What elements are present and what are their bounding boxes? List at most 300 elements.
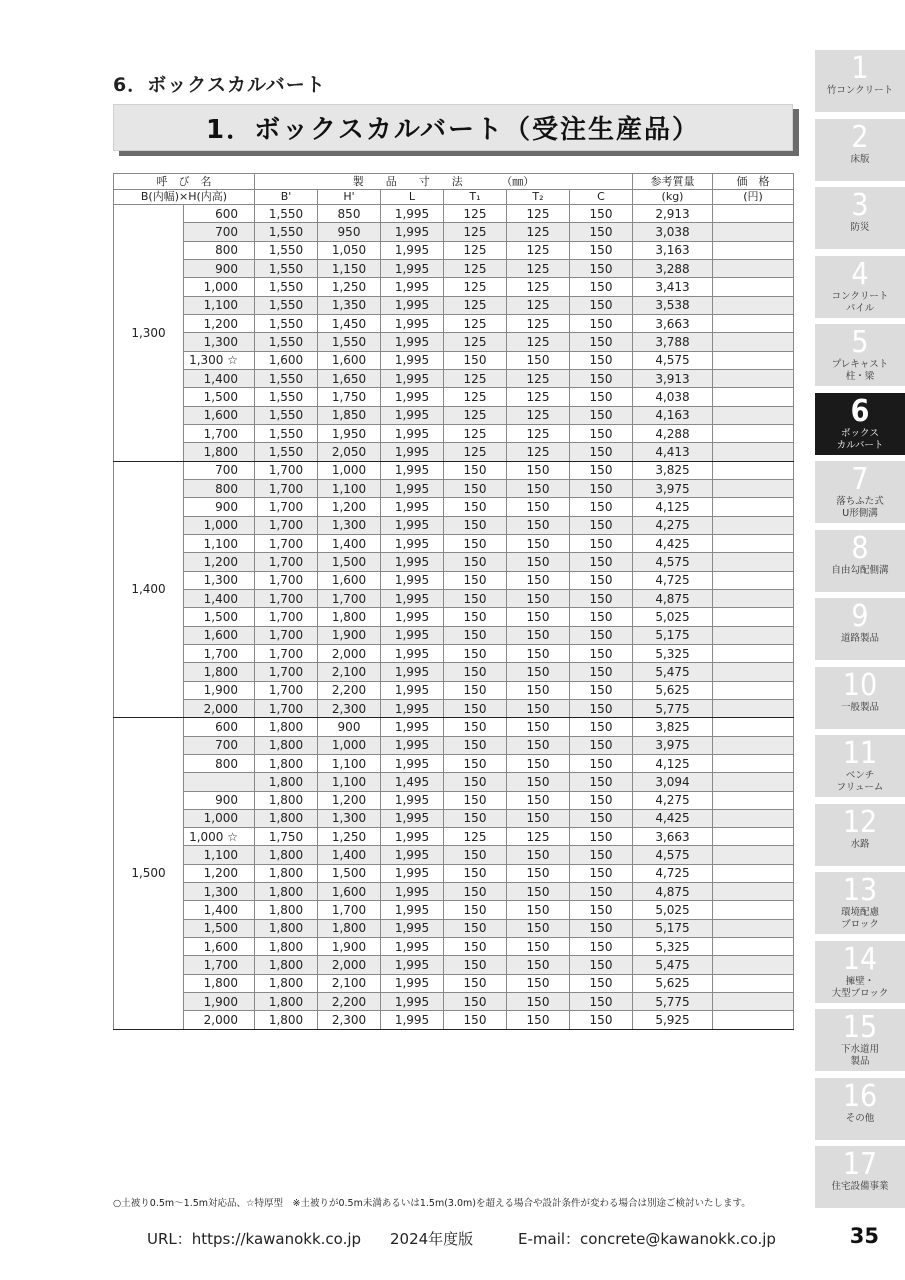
l-cell: 1,995	[381, 608, 444, 626]
spec-table	[113, 173, 794, 1030]
t2-cell: 125	[507, 314, 570, 332]
h-cell: 1,000	[318, 736, 381, 754]
chapter-tab-number: 4	[851, 256, 869, 292]
table-row	[114, 736, 794, 754]
b-cell: 1,700	[255, 626, 318, 644]
c-cell: 150	[570, 791, 633, 809]
b-cell: 1,700	[255, 644, 318, 662]
spec-table-body	[114, 205, 794, 1030]
l-cell: 1,995	[381, 974, 444, 992]
t2-cell: 125	[507, 424, 570, 442]
price-cell	[713, 773, 794, 791]
l-cell: 1,995	[381, 516, 444, 534]
l-cell: 1,995	[381, 241, 444, 259]
t1-cell: 150	[444, 663, 507, 681]
price-cell	[713, 498, 794, 516]
c-cell: 150	[570, 534, 633, 552]
l-cell: 1,995	[381, 406, 444, 424]
height-cell: 1,400	[184, 589, 255, 607]
height-cell: 1,700	[184, 644, 255, 662]
t1-cell: 150	[444, 681, 507, 699]
mass-cell: 4,125	[633, 498, 713, 516]
t1-cell: 125	[444, 333, 507, 351]
mass-cell: 5,925	[633, 1011, 713, 1029]
table-row	[114, 919, 794, 937]
h-cell: 1,100	[318, 773, 381, 791]
t1-cell: 150	[444, 589, 507, 607]
l-cell: 1,995	[381, 626, 444, 644]
c-cell: 150	[570, 663, 633, 681]
t1-cell: 125	[444, 424, 507, 442]
l-cell: 1,995	[381, 553, 444, 571]
l-cell: 1,995	[381, 993, 444, 1011]
t2-cell: 150	[507, 901, 570, 919]
table-row	[114, 864, 794, 882]
height-cell: 600	[184, 718, 255, 736]
c-cell: 150	[570, 809, 633, 827]
height-cell: 1,100	[184, 296, 255, 314]
chapter-tab-5[interactable]	[815, 324, 905, 386]
c-cell: 150	[570, 461, 633, 479]
c-cell: 150	[570, 699, 633, 717]
price-cell	[713, 699, 794, 717]
height-cell: 1,400	[184, 901, 255, 919]
c-cell: 150	[570, 443, 633, 461]
c-cell: 150	[570, 1011, 633, 1029]
chapter-tab-label: ボックス カルバート	[836, 427, 884, 451]
height-cell: 1,800	[184, 443, 255, 461]
t1-cell: 150	[444, 938, 507, 956]
chapter-tab-4[interactable]	[815, 256, 905, 318]
mass-cell: 4,275	[633, 516, 713, 534]
l-cell: 1,995	[381, 461, 444, 479]
b-cell: 1,800	[255, 809, 318, 827]
mass-cell: 4,288	[633, 424, 713, 442]
mass-cell: 2,913	[633, 205, 713, 223]
t1-cell: 150	[444, 773, 507, 791]
t2-cell: 125	[507, 443, 570, 461]
chapter-tab-number: 8	[851, 530, 869, 566]
t2-cell: 125	[507, 828, 570, 846]
l-cell: 1,995	[381, 791, 444, 809]
h-cell: 1,700	[318, 589, 381, 607]
price-cell	[713, 754, 794, 772]
h-cell: 1,200	[318, 791, 381, 809]
h-cell: 900	[318, 718, 381, 736]
table-row	[114, 571, 794, 589]
mass-cell: 3,413	[633, 278, 713, 296]
price-cell	[713, 974, 794, 992]
h-cell: 1,350	[318, 296, 381, 314]
th-c: C	[570, 189, 633, 205]
c-cell: 150	[570, 864, 633, 882]
c-cell: 150	[570, 571, 633, 589]
mass-cell: 3,288	[633, 259, 713, 277]
chapter-tab-label: 竹コンクリート	[826, 85, 894, 96]
chapter-tab-number: 14	[842, 941, 878, 977]
t1-cell: 150	[444, 956, 507, 974]
h-cell: 1,050	[318, 241, 381, 259]
c-cell: 150	[570, 296, 633, 314]
l-cell: 1,995	[381, 205, 444, 223]
height-cell: 1,500	[184, 608, 255, 626]
page-title: 1．ボックスカルバート（受注生産品）	[205, 115, 700, 145]
chapter-tab-number: 6	[850, 393, 870, 429]
b-cell: 1,750	[255, 828, 318, 846]
c-cell: 150	[570, 938, 633, 956]
c-cell: 150	[570, 956, 633, 974]
price-cell	[713, 443, 794, 461]
b-cell: 1,550	[255, 205, 318, 223]
b-cell: 1,550	[255, 388, 318, 406]
b-cell: 1,800	[255, 846, 318, 864]
th-l: L	[381, 189, 444, 205]
l-cell: 1,995	[381, 681, 444, 699]
chapter-tab-1[interactable]	[815, 50, 905, 112]
b-cell: 1,800	[255, 938, 318, 956]
t2-cell: 125	[507, 333, 570, 351]
t2-cell: 150	[507, 791, 570, 809]
t2-cell: 150	[507, 553, 570, 571]
l-cell: 1,995	[381, 828, 444, 846]
c-cell: 150	[570, 773, 633, 791]
b-cell: 1,800	[255, 754, 318, 772]
t1-cell: 150	[444, 699, 507, 717]
l-cell: 1,995	[381, 699, 444, 717]
b-cell: 1,800	[255, 919, 318, 937]
h-cell: 1,600	[318, 351, 381, 369]
c-cell: 150	[570, 626, 633, 644]
chapter-tab-number: 3	[851, 188, 869, 223]
mass-cell: 4,038	[633, 388, 713, 406]
table-row	[114, 901, 794, 919]
table-row	[114, 773, 794, 791]
group-width-cell: 1,500	[114, 718, 184, 1030]
chapter-tab-9[interactable]	[815, 598, 905, 660]
h-cell: 1,550	[318, 333, 381, 351]
b-cell: 1,550	[255, 406, 318, 424]
b-cell: 1,800	[255, 773, 318, 791]
price-cell	[713, 241, 794, 259]
th-t1: T₁	[444, 189, 507, 205]
mass-cell: 3,825	[633, 718, 713, 736]
table-row	[114, 644, 794, 662]
price-cell	[713, 901, 794, 919]
t1-cell: 150	[444, 809, 507, 827]
b-cell: 1,550	[255, 333, 318, 351]
l-cell: 1,995	[381, 259, 444, 277]
b-cell: 1,700	[255, 663, 318, 681]
mass-cell: 5,025	[633, 608, 713, 626]
chapter-tab-number: 7	[851, 462, 869, 497]
c-cell: 150	[570, 498, 633, 516]
chapter-tab-2[interactable]	[815, 119, 905, 181]
h-cell: 1,800	[318, 919, 381, 937]
height-cell: 700	[184, 736, 255, 754]
b-cell: 1,550	[255, 223, 318, 241]
table-row	[114, 388, 794, 406]
t1-cell: 150	[444, 919, 507, 937]
table-row	[114, 205, 794, 223]
table-row	[114, 608, 794, 626]
th-b: B'	[255, 189, 318, 205]
price-cell	[713, 516, 794, 534]
mass-cell: 4,125	[633, 754, 713, 772]
b-cell: 1,800	[255, 791, 318, 809]
mass-cell: 3,038	[633, 223, 713, 241]
height-cell: 1,700	[184, 956, 255, 974]
mass-cell: 3,663	[633, 314, 713, 332]
c-cell: 150	[570, 644, 633, 662]
c-cell: 150	[570, 993, 633, 1011]
c-cell: 150	[570, 754, 633, 772]
c-cell: 150	[570, 589, 633, 607]
mass-cell: 4,725	[633, 864, 713, 882]
chapter-tab-13[interactable]	[815, 872, 905, 934]
chapter-tab-7[interactable]	[815, 461, 905, 523]
mass-cell: 4,425	[633, 534, 713, 552]
t2-cell: 150	[507, 754, 570, 772]
mass-cell: 3,825	[633, 461, 713, 479]
mass-cell: 3,538	[633, 296, 713, 314]
b-cell: 1,700	[255, 608, 318, 626]
c-cell: 150	[570, 901, 633, 919]
chapter-tab-label: 防災	[850, 222, 870, 233]
table-row	[114, 626, 794, 644]
price-cell	[713, 296, 794, 314]
t2-cell: 150	[507, 626, 570, 644]
table-row	[114, 534, 794, 552]
table-row	[114, 498, 794, 516]
t1-cell: 150	[444, 534, 507, 552]
t2-cell: 150	[507, 644, 570, 662]
b-cell: 1,800	[255, 864, 318, 882]
c-cell: 150	[570, 919, 633, 937]
h-cell: 1,950	[318, 424, 381, 442]
chapter-tab-17[interactable]	[815, 1146, 905, 1208]
h-cell: 1,700	[318, 901, 381, 919]
b-cell: 1,800	[255, 1011, 318, 1029]
t2-cell: 150	[507, 479, 570, 497]
price-cell	[713, 534, 794, 552]
chapter-tab-16[interactable]	[815, 1078, 905, 1140]
c-cell: 150	[570, 681, 633, 699]
t2-cell: 125	[507, 278, 570, 296]
mass-cell: 5,175	[633, 626, 713, 644]
t1-cell: 125	[444, 406, 507, 424]
page-title-band	[113, 104, 793, 151]
l-cell: 1,995	[381, 919, 444, 937]
height-cell: 1,000	[184, 278, 255, 296]
c-cell: 150	[570, 424, 633, 442]
b-cell: 1,550	[255, 278, 318, 296]
mass-cell: 4,875	[633, 589, 713, 607]
chapter-tab-number: 5	[851, 325, 869, 360]
h-cell: 2,300	[318, 1011, 381, 1029]
b-cell: 1,600	[255, 351, 318, 369]
t1-cell: 150	[444, 571, 507, 589]
c-cell: 150	[570, 406, 633, 424]
chapter-tab-number: 2	[851, 119, 869, 155]
chapter-tab-label: その他	[845, 1112, 875, 1124]
t2-cell: 150	[507, 736, 570, 754]
b-cell: 1,700	[255, 699, 318, 717]
l-cell: 1,995	[381, 754, 444, 772]
b-cell: 1,700	[255, 534, 318, 552]
c-cell: 150	[570, 846, 633, 864]
t1-cell: 125	[444, 241, 507, 259]
t1-cell: 125	[444, 314, 507, 332]
h-cell: 1,100	[318, 479, 381, 497]
height-cell: 800	[184, 479, 255, 497]
t1-cell: 125	[444, 369, 507, 387]
height-cell: 1,300	[184, 333, 255, 351]
table-row	[114, 406, 794, 424]
b-cell: 1,700	[255, 681, 318, 699]
c-cell: 150	[570, 223, 633, 241]
l-cell: 1,995	[381, 736, 444, 754]
h-cell: 2,000	[318, 644, 381, 662]
mass-cell: 3,913	[633, 369, 713, 387]
price-cell	[713, 791, 794, 809]
b-cell: 1,700	[255, 479, 318, 497]
table-row	[114, 314, 794, 332]
h-cell: 2,000	[318, 956, 381, 974]
chapter-tab-6[interactable]	[815, 393, 905, 455]
c-cell: 150	[570, 516, 633, 534]
price-cell	[713, 736, 794, 754]
mass-cell: 4,725	[633, 571, 713, 589]
th-price-unit: (円)	[713, 189, 794, 205]
price-cell	[713, 369, 794, 387]
h-cell: 850	[318, 205, 381, 223]
footer-email: E-mail：concrete@kawanokk.co.jp	[518, 1230, 776, 1248]
b-cell: 1,800	[255, 718, 318, 736]
chapter-tab-15[interactable]	[815, 1009, 905, 1071]
t1-cell: 125	[444, 443, 507, 461]
chapter-tab-label: 擁壁・ 大型ブロック	[831, 975, 889, 999]
height-cell: 1,800	[184, 663, 255, 681]
chapter-tab-number: 9	[851, 599, 869, 634]
price-cell	[713, 388, 794, 406]
price-cell	[713, 883, 794, 901]
t1-cell: 150	[444, 846, 507, 864]
height-cell: 1,300	[184, 883, 255, 901]
h-cell: 1,150	[318, 259, 381, 277]
price-cell	[713, 314, 794, 332]
t1-cell: 150	[444, 498, 507, 516]
b-cell: 1,700	[255, 571, 318, 589]
h-cell: 2,050	[318, 443, 381, 461]
c-cell: 150	[570, 479, 633, 497]
l-cell: 1,995	[381, 314, 444, 332]
height-cell: 1,600	[184, 938, 255, 956]
h-cell: 1,600	[318, 883, 381, 901]
chapter-tab-11[interactable]	[815, 735, 905, 797]
table-row	[114, 1011, 794, 1029]
c-cell: 150	[570, 828, 633, 846]
t2-cell: 150	[507, 974, 570, 992]
h-cell: 1,750	[318, 388, 381, 406]
h-cell: 1,600	[318, 571, 381, 589]
l-cell: 1,995	[381, 864, 444, 882]
t1-cell: 150	[444, 901, 507, 919]
price-cell	[713, 993, 794, 1011]
mass-cell: 4,575	[633, 351, 713, 369]
b-cell: 1,550	[255, 443, 318, 461]
t1-cell: 150	[444, 479, 507, 497]
price-cell	[713, 681, 794, 699]
height-cell: 1,000	[184, 809, 255, 827]
chapter-tab-8[interactable]	[815, 530, 905, 592]
l-cell: 1,995	[381, 388, 444, 406]
t2-cell: 150	[507, 351, 570, 369]
t1-cell: 150	[444, 351, 507, 369]
table-row	[114, 956, 794, 974]
height-cell: 1,200	[184, 864, 255, 882]
height-cell: 600	[184, 205, 255, 223]
mass-cell: 4,575	[633, 846, 713, 864]
t1-cell: 150	[444, 626, 507, 644]
t1-cell: 150	[444, 974, 507, 992]
t1-cell: 150	[444, 736, 507, 754]
th-h: H'	[318, 189, 381, 205]
t2-cell: 150	[507, 773, 570, 791]
b-cell: 1,800	[255, 883, 318, 901]
t2-cell: 150	[507, 663, 570, 681]
t2-cell: 150	[507, 681, 570, 699]
chapter-tab-number: 1	[851, 51, 869, 86]
b-cell: 1,800	[255, 736, 318, 754]
height-cell: 1,700	[184, 424, 255, 442]
price-cell	[713, 333, 794, 351]
chapter-tab-number: 17	[842, 1147, 878, 1182]
h-cell: 1,100	[318, 754, 381, 772]
l-cell: 1,995	[381, 956, 444, 974]
t1-cell: 125	[444, 205, 507, 223]
price-cell	[713, 223, 794, 241]
height-cell	[184, 773, 255, 791]
table-row	[114, 461, 794, 479]
t2-cell: 150	[507, 699, 570, 717]
chapter-tab-14[interactable]	[815, 941, 905, 1003]
h-cell: 1,000	[318, 461, 381, 479]
mass-cell: 4,275	[633, 791, 713, 809]
height-cell: 900	[184, 259, 255, 277]
footer-url: URL：https://kawanokk.co.jp	[147, 1230, 362, 1248]
height-cell: 1,000 ☆	[184, 828, 255, 846]
l-cell: 1,995	[381, 278, 444, 296]
chapter-tab-3[interactable]	[815, 187, 905, 249]
c-cell: 150	[570, 974, 633, 992]
b-cell: 1,550	[255, 296, 318, 314]
mass-cell: 5,625	[633, 681, 713, 699]
chapter-tab-10[interactable]	[815, 667, 905, 729]
table-row	[114, 974, 794, 992]
t1-cell: 125	[444, 296, 507, 314]
chapter-tab-12[interactable]	[815, 804, 905, 866]
h-cell: 1,800	[318, 608, 381, 626]
table-row	[114, 259, 794, 277]
h-cell: 2,100	[318, 974, 381, 992]
chapter-tab-label: コンクリート パイル	[831, 290, 889, 314]
t2-cell: 150	[507, 498, 570, 516]
h-cell: 1,300	[318, 809, 381, 827]
table-row	[114, 938, 794, 956]
height-cell: 1,600	[184, 406, 255, 424]
l-cell: 1,995	[381, 883, 444, 901]
th-mass: 参考質量	[633, 174, 713, 190]
